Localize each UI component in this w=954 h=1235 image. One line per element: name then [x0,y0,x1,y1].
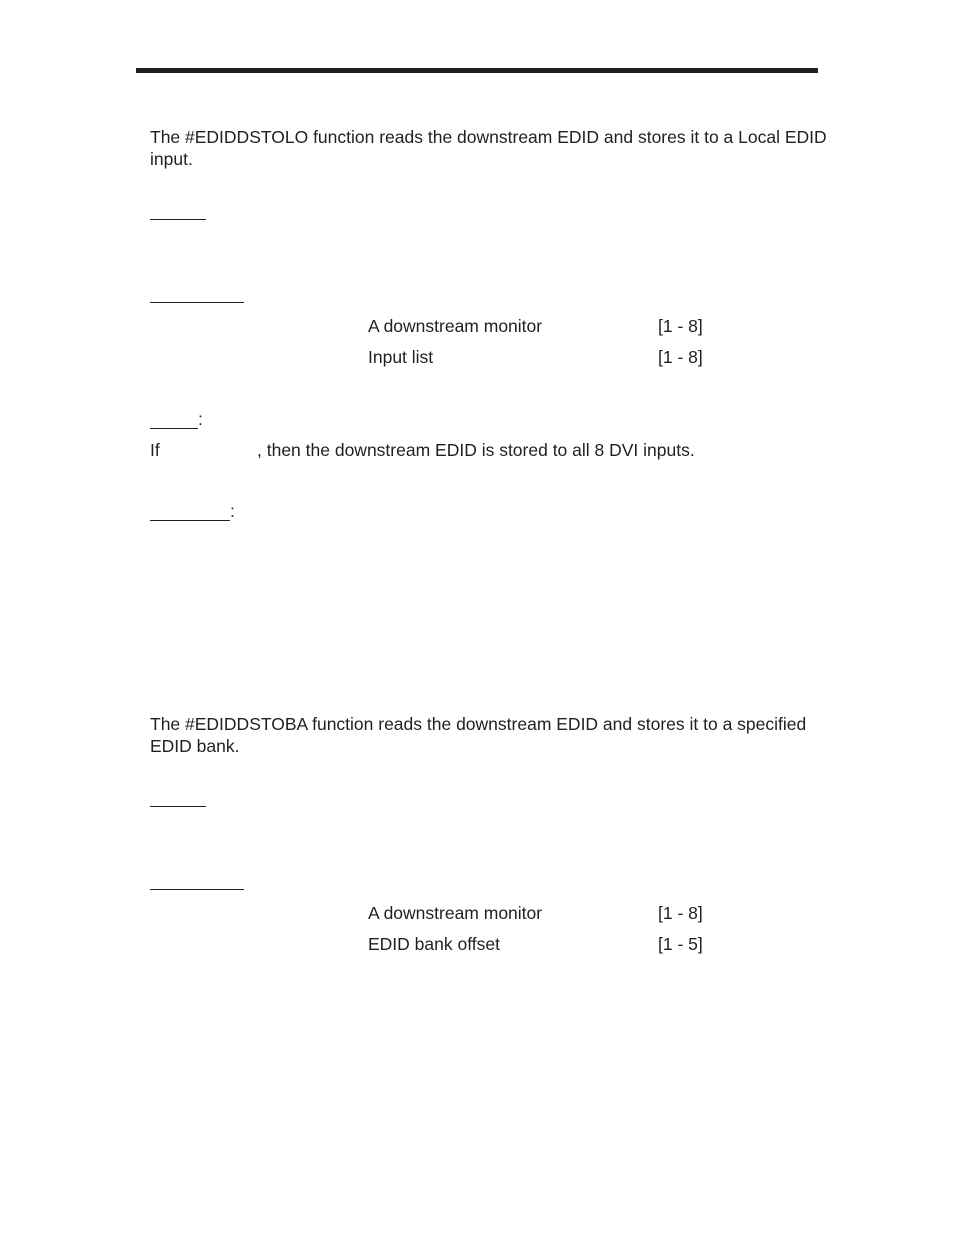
variables-heading-underline [150,889,244,890]
header-rule [136,68,818,73]
param-range: [1 - 8] [658,903,703,923]
examples-heading-underline [150,520,230,521]
param-name: Input list [368,347,434,367]
notes-heading-underline [150,428,198,429]
note-text: , then the downstream EDID is stored to all 8 DVI inputs. [257,440,695,460]
param-range: [1 - 8] [658,316,703,336]
param-name: EDID bank offset [368,934,500,954]
edid-dstoba-description: The #EDIDDSTOBA function reads the downstream EDID and stores it to a specified EDID bank. [150,714,807,756]
variables-heading-underline [150,302,244,303]
param-range: [1 - 5] [658,934,703,954]
param-name: A downstream monitor [368,903,543,923]
param-name: A downstream monitor [368,316,543,336]
notes-heading-colon: : [198,409,203,429]
param-range: [1 - 8] [658,347,703,367]
syntax-heading-underline [150,806,206,807]
syntax-heading-underline [150,219,206,220]
edid-dstolo-description: The #EDIDDSTOLO function reads the downstream EDID and stores it to a Local EDID input. [150,127,827,169]
examples-heading-colon: : [230,501,235,521]
note-if: If [150,440,160,460]
